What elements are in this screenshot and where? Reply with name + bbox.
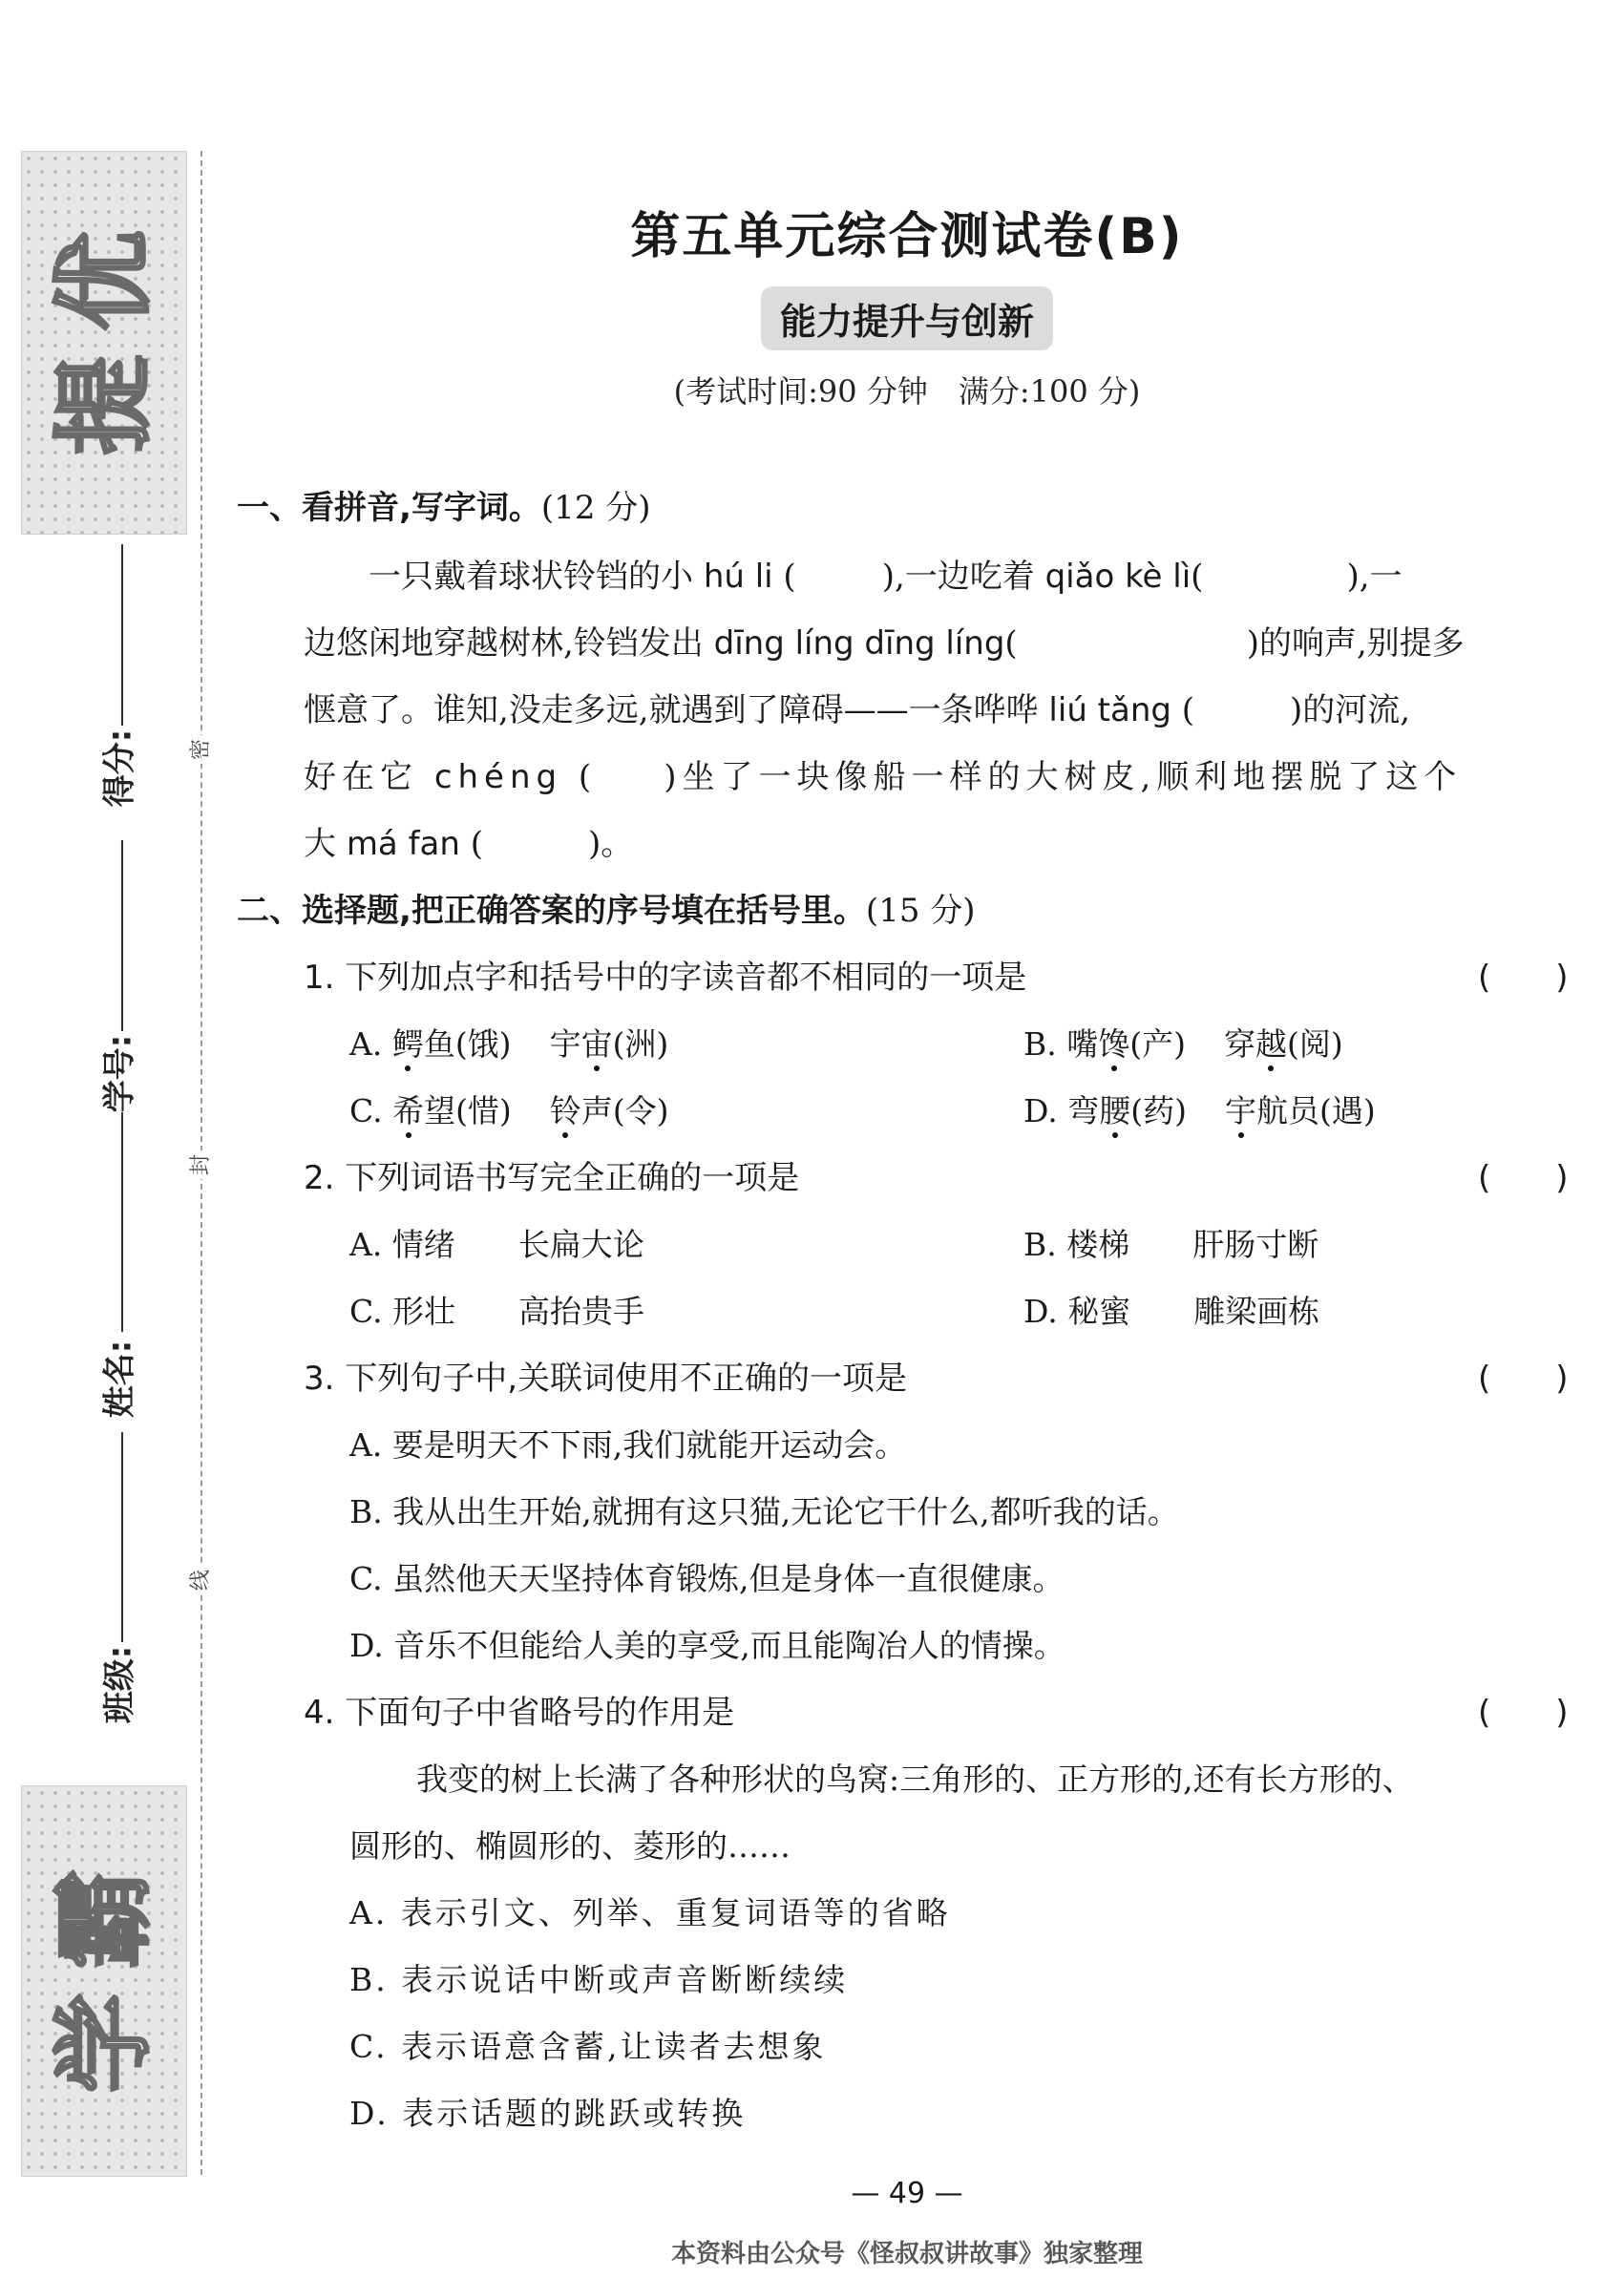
text: )坐了一块像船一样的大树皮,顺利地摆脱了这个 <box>664 758 1463 796</box>
section1-heading <box>237 487 651 529</box>
text: ),一边吃着 <box>881 558 1045 596</box>
q1-option-a[interactable] <box>349 1023 668 1065</box>
badge-char: 学 <box>45 1993 162 2094</box>
page-subtitle: 能力提升与创新 <box>761 286 1053 350</box>
text: 大 <box>304 825 347 863</box>
badge-tiyou <box>21 151 187 535</box>
text: 航员(遇) <box>1256 1092 1376 1129</box>
q2-option-a[interactable]: A. 情绪 长扁大论 <box>349 1226 644 1263</box>
q2-stem: 2. 下列词语书写完全正确的一项是 <box>304 1159 800 1197</box>
student-id-field-label-wrap <box>88 1034 145 1155</box>
text: 边悠闲地穿越树林,铃铛发出 <box>304 624 714 663</box>
dotted-char: 鳄 <box>392 1023 424 1065</box>
badge-char: 优 <box>45 230 162 331</box>
text: 惬意了。谁知,没走多远,就遇到了障碍——一条哗哗 <box>304 691 1049 729</box>
text: 望(惜) <box>424 1092 512 1129</box>
score-field-line[interactable] <box>121 544 123 726</box>
pinyin: dīng líng dīng líng <box>713 624 1005 663</box>
q1-option-d[interactable] <box>1023 1090 1376 1132</box>
subtitle-wrap <box>229 286 1585 350</box>
text: (洲) <box>612 1025 669 1063</box>
text: 鱼(饿) <box>423 1025 512 1063</box>
section2-points: (15 分) <box>865 892 976 930</box>
q4-answer-paren[interactable]: ( ) <box>1478 1694 1569 1732</box>
text: 一只戴着球状铃铛的小 <box>369 558 704 596</box>
text: ( <box>772 558 796 596</box>
q4-quote-line-1: 我变的树上长满了各种形状的鸟窝:三角形的、正方形的,还有长方形的、 <box>416 1761 1414 1798</box>
text: ( <box>1171 691 1195 729</box>
section1-heading-text: 一、看拼音,写字词。 <box>237 489 541 527</box>
text: ( <box>459 825 484 863</box>
option-letter: D. <box>1023 1092 1068 1129</box>
q1-answer-paren[interactable]: ( ) <box>1478 959 1569 997</box>
text: 穿 <box>1223 1025 1255 1063</box>
seal-word-xian: 线 <box>187 1566 216 1594</box>
text: 弯 <box>1067 1092 1100 1129</box>
pinyin: má fan <box>346 825 460 863</box>
text: )的响声,别提多 <box>1246 624 1465 663</box>
pinyin: liú tǎng <box>1048 691 1171 729</box>
dotted-char: 希 <box>392 1090 424 1132</box>
score-field-label: 得分: <box>100 728 139 808</box>
q2-answer-paren[interactable]: ( ) <box>1478 1159 1569 1197</box>
text: )的河流, <box>1290 691 1411 729</box>
q3-answer-paren[interactable]: ( ) <box>1478 1360 1569 1398</box>
option-letter: A. <box>349 1025 392 1063</box>
text: ( <box>1004 624 1018 663</box>
text: 宇 <box>549 1025 581 1063</box>
q3-option-a[interactable]: A. 要是明天不下雨,我们就能开运动会。 <box>349 1426 907 1464</box>
text: )。 <box>588 825 634 863</box>
q4-quote-line-2: 圆形的、椭圆形的、菱形的…… <box>349 1827 791 1865</box>
dotted-char: 馋 <box>1098 1023 1129 1065</box>
badge-char: 霸 <box>45 1868 162 1970</box>
text: 嘴 <box>1066 1025 1099 1063</box>
badge-xueba <box>21 1785 187 2177</box>
section2-heading-text: 二、选择题,把正确答案的序号填在括号里。 <box>237 892 866 930</box>
footer-note: 本资料由公众号《怪叔叔讲故事》独家整理 <box>670 2240 1143 2268</box>
q3-stem: 3. 下列句子中,关联词使用不正确的一项是 <box>304 1360 908 1398</box>
dotted-char: 越 <box>1255 1023 1287 1065</box>
q4-option-a[interactable]: A. 表示引文、列举、重复词语等的省略 <box>349 1894 951 1931</box>
q4-option-c[interactable]: C. 表示语意含蓄,让读者去想象 <box>349 2028 827 2065</box>
q4-option-b[interactable]: B. 表示说话中断或声音断断续续 <box>349 1961 849 1998</box>
text: (产) <box>1129 1025 1186 1063</box>
q4-option-d[interactable]: D. 表示话题的跳跃或转换 <box>349 2095 747 2132</box>
q1-option-b[interactable] <box>1023 1023 1343 1065</box>
exam-info: (考试时间:90 分钟 满分:100 分) <box>673 373 1141 410</box>
section1-line-5 <box>304 823 1597 865</box>
class-field-label-wrap <box>88 1645 145 1766</box>
q2-option-d[interactable]: D. 秘蜜 雕梁画栋 <box>1023 1293 1320 1330</box>
badge-char: 提 <box>45 354 162 455</box>
q1-option-c[interactable] <box>349 1090 669 1132</box>
seal-word-feng: 封 <box>187 1150 216 1179</box>
student-id-field-line[interactable] <box>121 840 123 1031</box>
class-field-line[interactable] <box>121 1432 123 1642</box>
student-id-field-label: 学号: <box>100 1034 139 1113</box>
pinyin: chéng <box>433 758 563 796</box>
name-field-label: 姓名: <box>100 1339 139 1419</box>
q4-stem: 4. 下面句子中省略号的作用是 <box>304 1694 735 1732</box>
dotted-char: 腰 <box>1099 1090 1130 1132</box>
section1-line-1 <box>304 556 1597 598</box>
q3-option-c[interactable]: C. 虽然他天天坚持体育锻炼,但是身体一直很健康。 <box>349 1560 1065 1597</box>
dotted-char: 铃 <box>550 1090 581 1132</box>
q3-option-d[interactable]: D. 音乐不但能给人美的享受,而且能陶冶人的情操。 <box>349 1627 1065 1664</box>
score-field-label-wrap <box>88 728 145 850</box>
text: (阅) <box>1286 1025 1343 1063</box>
option-letter: C. <box>349 1092 393 1129</box>
text: 好在它 <box>304 758 434 796</box>
dotted-char: 宙 <box>581 1023 613 1065</box>
q3-option-b[interactable]: B. 我从出生开始,就拥有这只猫,无论它干什么,都听我的话。 <box>349 1493 1179 1530</box>
page-title: 第五单元综合测试卷(B) <box>630 208 1184 265</box>
section2-heading <box>237 890 976 932</box>
pinyin: hú li <box>703 558 773 596</box>
text: (药) <box>1130 1092 1188 1129</box>
page-number: — 49 — <box>851 2177 963 2210</box>
section1-line-3 <box>304 689 1597 731</box>
q2-option-b[interactable]: B. 楼梯 肝肠寸断 <box>1023 1226 1319 1263</box>
section1-line-2 <box>304 622 1597 664</box>
class-field-label: 班级: <box>100 1645 139 1724</box>
text: 声(令) <box>580 1092 669 1129</box>
dotted-char: 宇 <box>1225 1090 1256 1132</box>
name-field-label-wrap <box>88 1339 145 1461</box>
option-letter: B. <box>1023 1025 1067 1063</box>
text: ( <box>562 758 598 796</box>
section1-line-4 <box>304 756 1597 798</box>
text: ),一 <box>1346 558 1403 596</box>
text: ( <box>1191 558 1204 596</box>
section1-points: (12 分) <box>540 489 651 527</box>
q1-stem: 1. 下列加点字和括号中的字读音都不相同的一项是 <box>304 959 1027 997</box>
seal-word-mi: 密 <box>187 735 216 764</box>
pinyin: qiǎo kè lì <box>1044 558 1192 596</box>
q2-option-c[interactable]: C. 形壮 高抬贵手 <box>349 1293 645 1330</box>
